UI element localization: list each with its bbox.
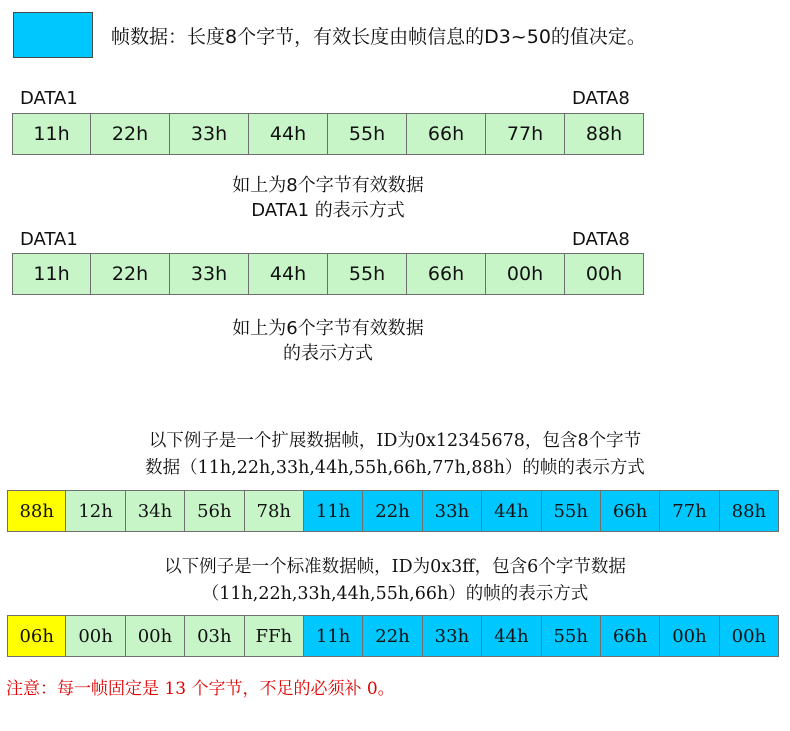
- byte-cell: 11h: [12, 113, 91, 155]
- data-cell: 11h: [304, 490, 363, 532]
- extended-frame-caption-line2: 数据（11h,22h,33h,44h,55h,66h,77h,88h）的帧的表示方式: [145, 458, 645, 478]
- byte-cell: 22h: [91, 253, 170, 295]
- id-cell: 00h: [66, 615, 125, 657]
- data-cell: 77h: [660, 490, 719, 532]
- byte-cell: 44h: [249, 253, 328, 295]
- byte-cell: 00h: [565, 253, 644, 295]
- extended-frame-caption: [40, 428, 750, 482]
- data-cell: 00h: [660, 615, 719, 657]
- byte-cell: 22h: [91, 113, 170, 155]
- byte-cell: 66h: [407, 113, 486, 155]
- data-cell: 33h: [423, 615, 482, 657]
- byte-cell: 55h: [328, 113, 407, 155]
- byte-cell: 66h: [407, 253, 486, 295]
- example2-label-data8: DATA8: [572, 229, 630, 250]
- byte-cell: 00h: [486, 253, 565, 295]
- padding-note: 注意：每一帧固定是 13 个字节，不足的必须补 0。: [6, 679, 395, 699]
- byte-cell: 33h: [170, 253, 249, 295]
- byte-cell: 11h: [12, 253, 91, 295]
- legend-text: 帧数据：长度8个字节，有效长度由帧信息的D3~50的值决定。: [111, 26, 646, 48]
- frame-info-cell: 06h: [7, 615, 66, 657]
- data-cell: 22h: [363, 490, 422, 532]
- data-cell: 66h: [601, 615, 660, 657]
- byte-cell: 88h: [565, 113, 644, 155]
- data-cell: 22h: [363, 615, 422, 657]
- example1-byte-row: [12, 113, 644, 155]
- example2-caption-line2: 的表示方式: [283, 343, 373, 364]
- legend-color-swatch: [13, 12, 93, 58]
- standard-frame-caption-line2: （11h,22h,33h,44h,55h,66h）的帧的表示方式: [201, 584, 589, 604]
- data-cell: 66h: [601, 490, 660, 532]
- example2-caption: [158, 316, 498, 366]
- example1-label-data1: DATA1: [20, 88, 78, 109]
- example2-caption-line1: 如上为6个字节有效数据: [232, 318, 424, 339]
- data-cell: 44h: [482, 490, 541, 532]
- example1-caption-line2: DATA1 的表示方式: [251, 200, 405, 221]
- example1-caption: [158, 173, 498, 223]
- frame-info-cell: 88h: [7, 490, 66, 532]
- extended-frame-row: [7, 490, 779, 532]
- example2-label-data1: DATA1: [20, 229, 78, 250]
- data-cell: 88h: [720, 490, 779, 532]
- byte-cell: 44h: [249, 113, 328, 155]
- byte-cell: 55h: [328, 253, 407, 295]
- example2-byte-row: [12, 253, 644, 295]
- standard-frame-row: [7, 615, 779, 657]
- example1-caption-line1: 如上为8个字节有效数据: [232, 175, 424, 196]
- data-cell: 11h: [304, 615, 363, 657]
- id-cell: 78h: [245, 490, 304, 532]
- id-cell: 34h: [126, 490, 185, 532]
- data-cell: 33h: [423, 490, 482, 532]
- byte-cell: 33h: [170, 113, 249, 155]
- standard-frame-caption-line1: 以下例子是一个标准数据帧，ID为0x3ff，包含6个字节数据: [164, 557, 626, 577]
- data-cell: 55h: [542, 615, 601, 657]
- example1-label-data8: DATA8: [572, 88, 630, 109]
- id-cell: 56h: [185, 490, 244, 532]
- byte-cell: 77h: [486, 113, 565, 155]
- data-cell: 00h: [720, 615, 779, 657]
- standard-frame-caption: [40, 554, 750, 608]
- id-cell: 03h: [185, 615, 244, 657]
- id-cell: 00h: [126, 615, 185, 657]
- id-cell: FFh: [245, 615, 304, 657]
- id-cell: 12h: [66, 490, 125, 532]
- data-cell: 44h: [482, 615, 541, 657]
- extended-frame-caption-line1: 以下例子是一个扩展数据帧，ID为0x12345678，包含8个字节: [148, 431, 642, 451]
- data-cell: 55h: [542, 490, 601, 532]
